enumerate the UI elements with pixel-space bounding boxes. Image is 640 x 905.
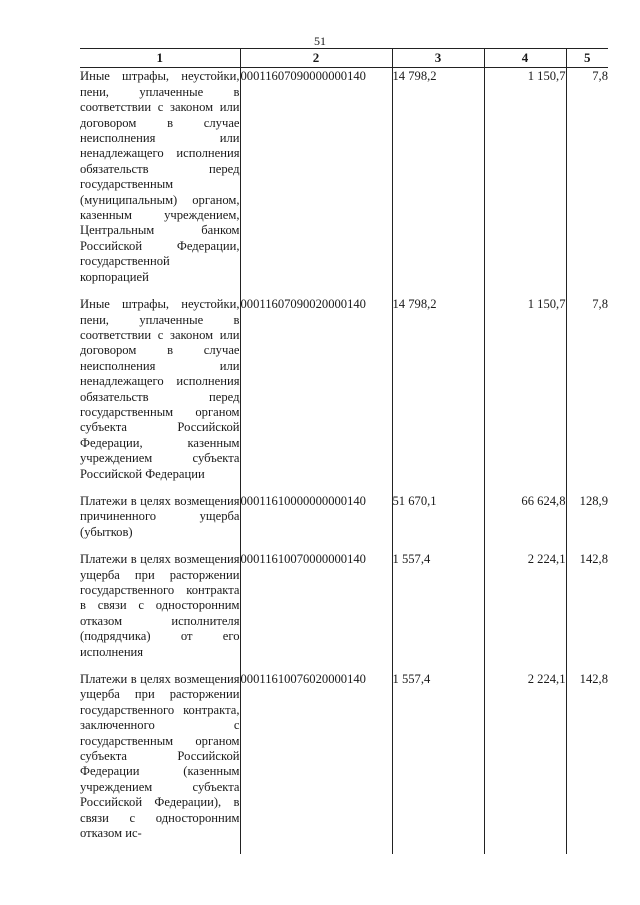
row-name: Иные штрафы, неустойки, пени, уплаченные в соответствии с законом или договором в случае неисполнения или ненадлежащего исполнения обязательств перед государственным органом субъекта Российской Федерации, казенным учреждением субъекта Российской Федерации	[80, 297, 240, 481]
row-value-percent: 142,8	[566, 552, 608, 672]
row-value-plan: 1 557,4	[392, 552, 484, 672]
column-header-2: 2	[240, 49, 392, 68]
row-name: Платежи в целях возмещения причиненного ущерба (убытков)	[80, 493, 240, 539]
row-value-percent: 7,8	[566, 68, 608, 297]
row-value-actual: 66 624,8	[484, 494, 566, 552]
row-value-actual: 1 150,7	[484, 297, 566, 494]
table-row	[80, 672, 608, 853]
row-value-percent: 142,8	[566, 672, 608, 853]
table-header	[80, 49, 608, 68]
row-name: Иные штрафы, неустойки, пени, уплаченные в соответствии с законом или договором в случае неисполнения или ненадлежащего исполнения обязательств перед государственным (муниципальным) органом, казенным учреждением, Центральным банком Российской Федерации, государственной корпорацией	[80, 69, 240, 284]
row-value-plan: 14 798,2	[392, 297, 484, 494]
row-value-plan: 1 557,4	[392, 672, 484, 853]
row-value-actual: 1 150,7	[484, 68, 566, 297]
row-code: 00011607090020000140	[240, 297, 392, 494]
page-number: 51	[314, 34, 326, 48]
row-value-plan: 14 798,2	[392, 68, 484, 297]
table-row	[80, 297, 608, 494]
row-code: 00011610070000000140	[240, 552, 392, 672]
column-header-1: 1	[80, 49, 240, 68]
row-name: Платежи в целях возмещения ущерба при расторжении государственного контракта, заключенного с государственным органом субъекта Российской Федерации (казенным учреждением субъекта Российской Федерации), в связи с односторонним отказом ис-	[80, 672, 240, 841]
row-code: 00011607090000000140	[240, 68, 392, 297]
column-header-3: 3	[392, 49, 484, 68]
row-code: 00011610076020000140	[240, 672, 392, 853]
column-header-4: 4	[484, 49, 566, 68]
table-row	[80, 552, 608, 672]
row-name: Платежи в целях возмещения ущерба при расторжении государственного контракта в связи с односторонним отказом исполнителя (подрядчика) от его исполнения	[80, 552, 240, 659]
table-row	[80, 494, 608, 552]
table-row	[80, 68, 608, 297]
budget-table	[80, 48, 608, 854]
row-value-percent: 7,8	[566, 297, 608, 494]
row-value-actual: 2 224,1	[484, 672, 566, 853]
column-header-5: 5	[566, 49, 608, 68]
row-value-actual: 2 224,1	[484, 552, 566, 672]
row-code: 00011610000000000140	[240, 494, 392, 552]
row-value-plan: 51 670,1	[392, 494, 484, 552]
row-value-percent: 128,9	[566, 494, 608, 552]
